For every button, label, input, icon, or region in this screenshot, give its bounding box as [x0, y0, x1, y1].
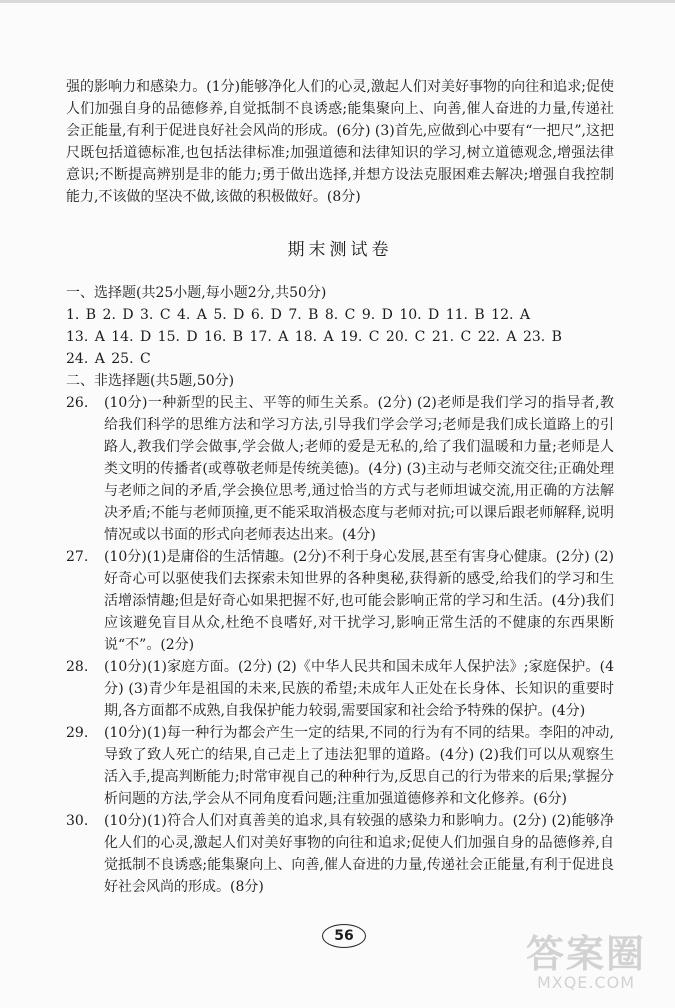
section-choice-heading: 一、选择题(共25小题,每小题2分,共50分) — [66, 285, 327, 301]
question-answer-text: (10分)一种新型的民主、平等的师生关系。(2分) (2)老师是我们学习的指导者,教给我们科学的思维方法和学习方法,引导我们学会学习;老师是我们成长道路上的引路人,教我们学会做事,学会做人;老师的爱是无私的,给了我们温暖和力量;老师是人类文明的传播者(或尊敬老师是传统美德)。(4分) (3)主动与老师交流交往;正确处理与老师之间的矛盾,学会換位思考,通过恰当的方式与老师坦诚交流,用正确的方法解决矛盾;不能与老师顶撞,更不能采取消极态度与老师对抗;可以课后跟老师解释,说明情况或以书面的形式向老师表达出来。(4分) — [104, 395, 614, 543]
question-number: 28. — [66, 659, 89, 675]
page-title: 期末测试卷 — [287, 240, 393, 260]
watermark-main-text: 答案圈 — [525, 932, 646, 976]
question-answer-text: (10分)(1)是庸俗的生活情趣。(2分)不利于身心发展,甚至有害身心健康。(2分) (2)好奇心可以驱使我们去探索未知世界的各种奥秘,获得新的感受,给我们的学习和生活增添情趣;但是好奇心如果把握不好,也可能会影响正常的学习和生活。(4分)我们应该避免盲目从众,杜绝不良嗜好,对干扰学习,影响正常生活的不健康的东西果断说“不”。(2分) — [104, 549, 614, 653]
question-28 — [66, 656, 614, 722]
choice-answers-line-2: 13. A 14. D 15. D 16. B 17. A 18. A 19. C 20. C 21. C 22. A 23. B — [66, 329, 562, 345]
question-answer-text: (10分)(1)家庭方面。(2分) (2)《中华人民共和国未成年人保护法》;家庭保护。(4分) (3)青少年是祖国的未来,民族的希望;未成年人正处在长身体、长知识的重要时期,各方面都不成熟,自我保护能力较弱,需要国家和社会给予特殊的保护。(4分) — [104, 659, 614, 719]
question-number: 29. — [66, 725, 89, 741]
page-number: 56 — [322, 924, 366, 948]
watermark-url-text: MXQE.COM — [536, 973, 636, 992]
section-nonchoice-heading: 二、非选择题(共5题,50分) — [66, 373, 235, 389]
choice-answers-line-1: 1. B 2. D 3. C 4. A 5. D 6. D 7. B 8. C 9. D 10. D 11. B 12. A — [66, 307, 530, 323]
question-number: 30. — [66, 813, 89, 829]
intro-paragraph: 强的影响力和感染力。(1分)能够净化人们的心灵,激起人们对美好事物的向往和追求;促使人们加强自身的品德修养,自觉抵制不良诱惑;能集聚向上、向善,催人奋进的力量,传递社会正能量,有利于促进良好社会风尚的形成。(6分) (3)首先,应做到心中要有“一把尺”,这把尺既包括道德标准,也包括法律标准;加强道德和法律知识的学习,树立道德观念,增强法律意识;不断提高辨别是非的能力;勇于做出选择,并想方设法克服困难去解决;增强自我控制能力,不该做的坚决不做,该做的积极做好。(8分) — [66, 79, 614, 205]
question-number: 27. — [66, 549, 89, 565]
choice-answers-line-3: 24. A 25. C — [66, 351, 151, 367]
question-answer-text: (10分)(1)每一种行为都会产生一定的结果,不同的行为有不同的结果。李阳的冲动,导致了致人死亡的结果,自己走上了违法犯罪的道路。(4分) (2)我们可以从观察生活入手,提高判断能力;时常审视自己的种种行为,反思自己的行为带来的后果;掌握分析问题的方法,学会从不同角度看问题;注重加强道德修养和文化修养。(6分) — [104, 725, 614, 807]
question-26 — [66, 392, 614, 546]
question-27 — [66, 546, 614, 656]
question-answer-text: (10分)(1)符合人们对真善美的追求,具有较强的感染力和影响力。(2分) (2)能够净化人们的心灵,激起人们对美好事物的向往和追求;促使人们加强自身的品德修养,自觉抵制不良诱惑;能集聚向上、向善,催人奋进的力量,传递社会正能量,有利于促进良好社会风尚的形成。(8分) — [104, 813, 614, 895]
question-29 — [66, 722, 614, 810]
watermark-logo — [511, 934, 661, 996]
question-number: 26. — [66, 395, 89, 411]
answer-page — [66, 76, 614, 898]
question-30 — [66, 810, 614, 898]
top-border — [0, 0, 675, 3]
